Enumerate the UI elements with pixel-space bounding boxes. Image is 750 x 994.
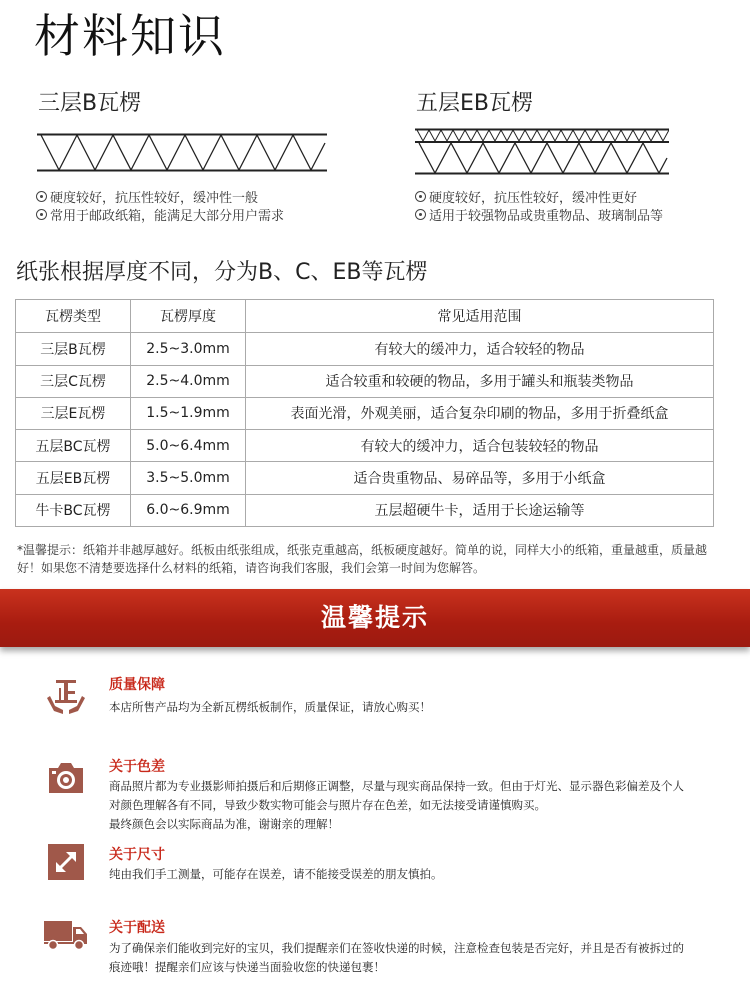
thickness-note: *温馨提示：纸箱并非越厚越好。纸板由纸张组成，纸张克重越高，纸板硬度越好。简单的说，同样大小的纸箱，重量越重，质量越好！如果您不清楚要选择什么材料的纸箱，请咨询我们客服，我们会第一时间为您解答。: [17, 543, 708, 575]
table-cell: 五层EB瓦楞: [16, 462, 131, 494]
table-row: [16, 365, 714, 397]
tip-body-color: [109, 777, 739, 834]
table-cell: 有较大的缓冲力，适合包装较轻的物品: [246, 430, 714, 462]
table-cell: 五层超硬牛卡，适用于长途运输等: [246, 494, 714, 526]
tip-body-size: [109, 865, 739, 884]
feature-text: 硬度较好，抗压性较好，缓冲性更好: [429, 191, 638, 206]
corrugated-eb-title: 五层EB瓦楞: [416, 91, 533, 116]
table-title: 纸张根据厚度不同，分为B、C、EB等瓦楞: [16, 260, 428, 285]
bullet-icon: [415, 191, 426, 202]
tip-title-color: 关于色差: [109, 759, 165, 775]
banner-title: 温馨提示: [320, 603, 429, 632]
table-cell: 表面光滑，外观美丽，适合复杂印刷的物品，多用于折叠纸盒: [246, 397, 714, 429]
corrugated-b-feature-1: [36, 189, 258, 208]
feature-text: 适用于较强物品或贵重物品、玻璃制品等: [429, 209, 664, 224]
feature-text: 常用于邮政纸箱，能满足大部分用户需求: [50, 209, 285, 224]
table-cell: 有较大的缓冲力，适合较轻的物品: [246, 333, 714, 365]
resize-arrow-icon: [46, 842, 86, 882]
tip-line: 本店所售产品均为全新瓦楞纸板制作，质量保证，请放心购买！: [109, 700, 431, 714]
tip-line: 为了确保亲们能收到完好的宝贝，我们提醒亲们在签收快递的时候，注意检查包装是否完好，并且是否有被拆过的: [109, 941, 684, 955]
table-cell: 3.5~5.0mm: [131, 462, 246, 494]
corrugated-b-feature-2: [36, 207, 284, 226]
camera-icon: [46, 758, 86, 798]
tip-body-quality: [109, 698, 739, 717]
table-cell: 1.5~1.9mm: [131, 397, 246, 429]
tip-line: 最终颜色会以实际商品为准，谢谢亲的理解！: [109, 817, 339, 831]
tip-line: 痕迹哦！提醒亲们应该与快递当面验收您的快递包裹！: [109, 960, 385, 974]
corrugated-eb-feature-1: [415, 189, 637, 208]
page-title: 材料知识: [34, 9, 226, 63]
table-row: [16, 430, 714, 462]
table-header: 瓦楞类型: [16, 300, 131, 333]
tip-line: 对颜色理解各有不同，导致少数实物可能会与照片存在色差，如无法接受请谨慎购买。: [109, 798, 546, 812]
table-header-row: [16, 300, 714, 333]
tip-title-quality: 质量保障: [109, 677, 165, 693]
table-cell: 适合贵重物品、易碎品等，多用于小纸盒: [246, 462, 714, 494]
table-cell: 5.0~6.4mm: [131, 430, 246, 462]
tip-title-delivery: 关于配送: [109, 920, 165, 936]
tip-line: 纯由我们手工测量，可能存在误差，请不能接受误差的朋友慎拍。: [109, 867, 443, 881]
tip-title-size: 关于尺寸: [109, 847, 165, 863]
bullet-icon: [36, 209, 47, 220]
table-cell: 三层E瓦楞: [16, 397, 131, 429]
quality-hands-icon: [46, 676, 86, 716]
table-cell: 2.5~4.0mm: [131, 365, 246, 397]
table-cell: 2.5~3.0mm: [131, 333, 246, 365]
table-row: [16, 333, 714, 365]
spec-table: [15, 299, 714, 527]
bullet-icon: [36, 191, 47, 202]
delivery-truck-icon: [43, 918, 89, 950]
tip-body-delivery: [109, 939, 739, 977]
corrugated-eb-diagram: [415, 128, 669, 176]
corrugated-eb-feature-2: [415, 207, 663, 226]
corrugated-b-diagram: [37, 133, 327, 173]
tips-banner: [0, 589, 750, 647]
table-cell: 适合较重和较硬的物品，多用于罐头和瓶装类物品: [246, 365, 714, 397]
table-cell: 三层B瓦楞: [16, 333, 131, 365]
table-header: 常见适用范围: [246, 300, 714, 333]
tip-line: 商品照片都为专业摄影师拍摄后和后期修正调整，尽量与现实商品保持一致。但由于灯光、显示器色彩偏差及个人: [109, 779, 684, 793]
table-row: [16, 494, 714, 526]
table-cell: 五层BC瓦楞: [16, 430, 131, 462]
table-cell: 6.0~6.9mm: [131, 494, 246, 526]
table-row: [16, 397, 714, 429]
table-row: [16, 462, 714, 494]
table-cell: 三层C瓦楞: [16, 365, 131, 397]
table-header: 瓦楞厚度: [131, 300, 246, 333]
corrugated-b-title: 三层B瓦楞: [38, 91, 142, 116]
table-cell: 牛卡BC瓦楞: [16, 494, 131, 526]
bullet-icon: [415, 209, 426, 220]
feature-text: 硬度较好，抗压性较好，缓冲性一般: [50, 191, 259, 206]
